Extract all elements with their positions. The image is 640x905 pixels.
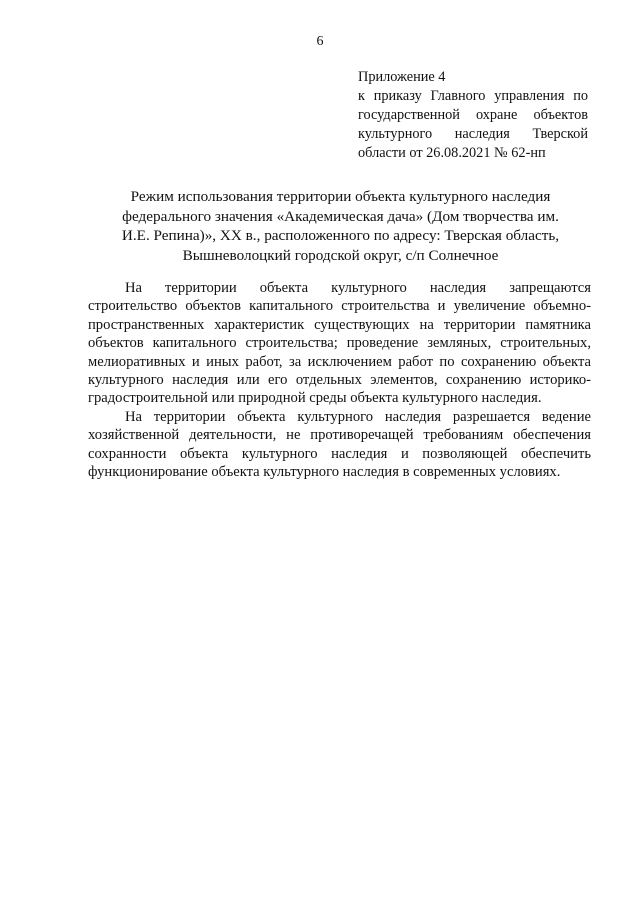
- appendix-header: [358, 68, 588, 163]
- appendix-line: государственной охране объектов: [358, 107, 588, 123]
- paragraph-line: строительство объектов капитального строительства и увеличение объемно-: [88, 298, 591, 315]
- appendix-line: к приказу Главного управления по: [358, 88, 588, 104]
- document-title: [88, 187, 593, 265]
- paragraph-line: сохранности объекта культурного наследия и позволяющей обеспечить: [88, 445, 591, 462]
- appendix-line: области от 26.08.2021 № 62-нп: [358, 145, 546, 161]
- document-body: [88, 279, 591, 481]
- title-line: Режим использования территории объекта культурного наследия: [130, 188, 551, 205]
- appendix-line: Приложение 4: [358, 69, 446, 85]
- paragraph-line: хозяйственной деятельности, не противоречащей требованиям обеспечения: [88, 427, 591, 444]
- title-line: И.Е. Репина)», XX в., расположенного по адресу: Тверская область,: [121, 227, 560, 244]
- title-line: федерального значения «Академическая дача» (Дом творчества им.: [122, 207, 559, 225]
- paragraph-line: функционирование объекта культурного наследия в современных условиях.: [88, 464, 561, 481]
- paragraph-prohibitions: [88, 279, 591, 408]
- paragraph-permissions: [88, 408, 591, 482]
- paragraph-line: мелиоративных и иных работ, за исключением работ по сохранению объекта: [88, 353, 591, 370]
- page-number: 6: [316, 34, 324, 49]
- paragraph-line: культурного наследия или его отдельных элементов, сохранению историко-: [88, 372, 591, 389]
- paragraph-line: На территории объекта культурного наследия запрещаются: [125, 280, 591, 296]
- paragraph-line: пространственных характеристик существующих на территории памятника: [88, 316, 591, 333]
- paragraph-line: градостроительной или природной среды объекта культурного наследия.: [88, 390, 542, 407]
- title-line: Вышневолоцкий городской округ, с/п Солнечное: [182, 246, 499, 264]
- paragraph-line: На территории объекта культурного наследия разрешается ведение: [125, 408, 591, 425]
- paragraph-line: объектов капитального строительства; проведение земляных, строительных,: [88, 335, 591, 352]
- appendix-line: культурного наследия Тверской: [358, 126, 588, 142]
